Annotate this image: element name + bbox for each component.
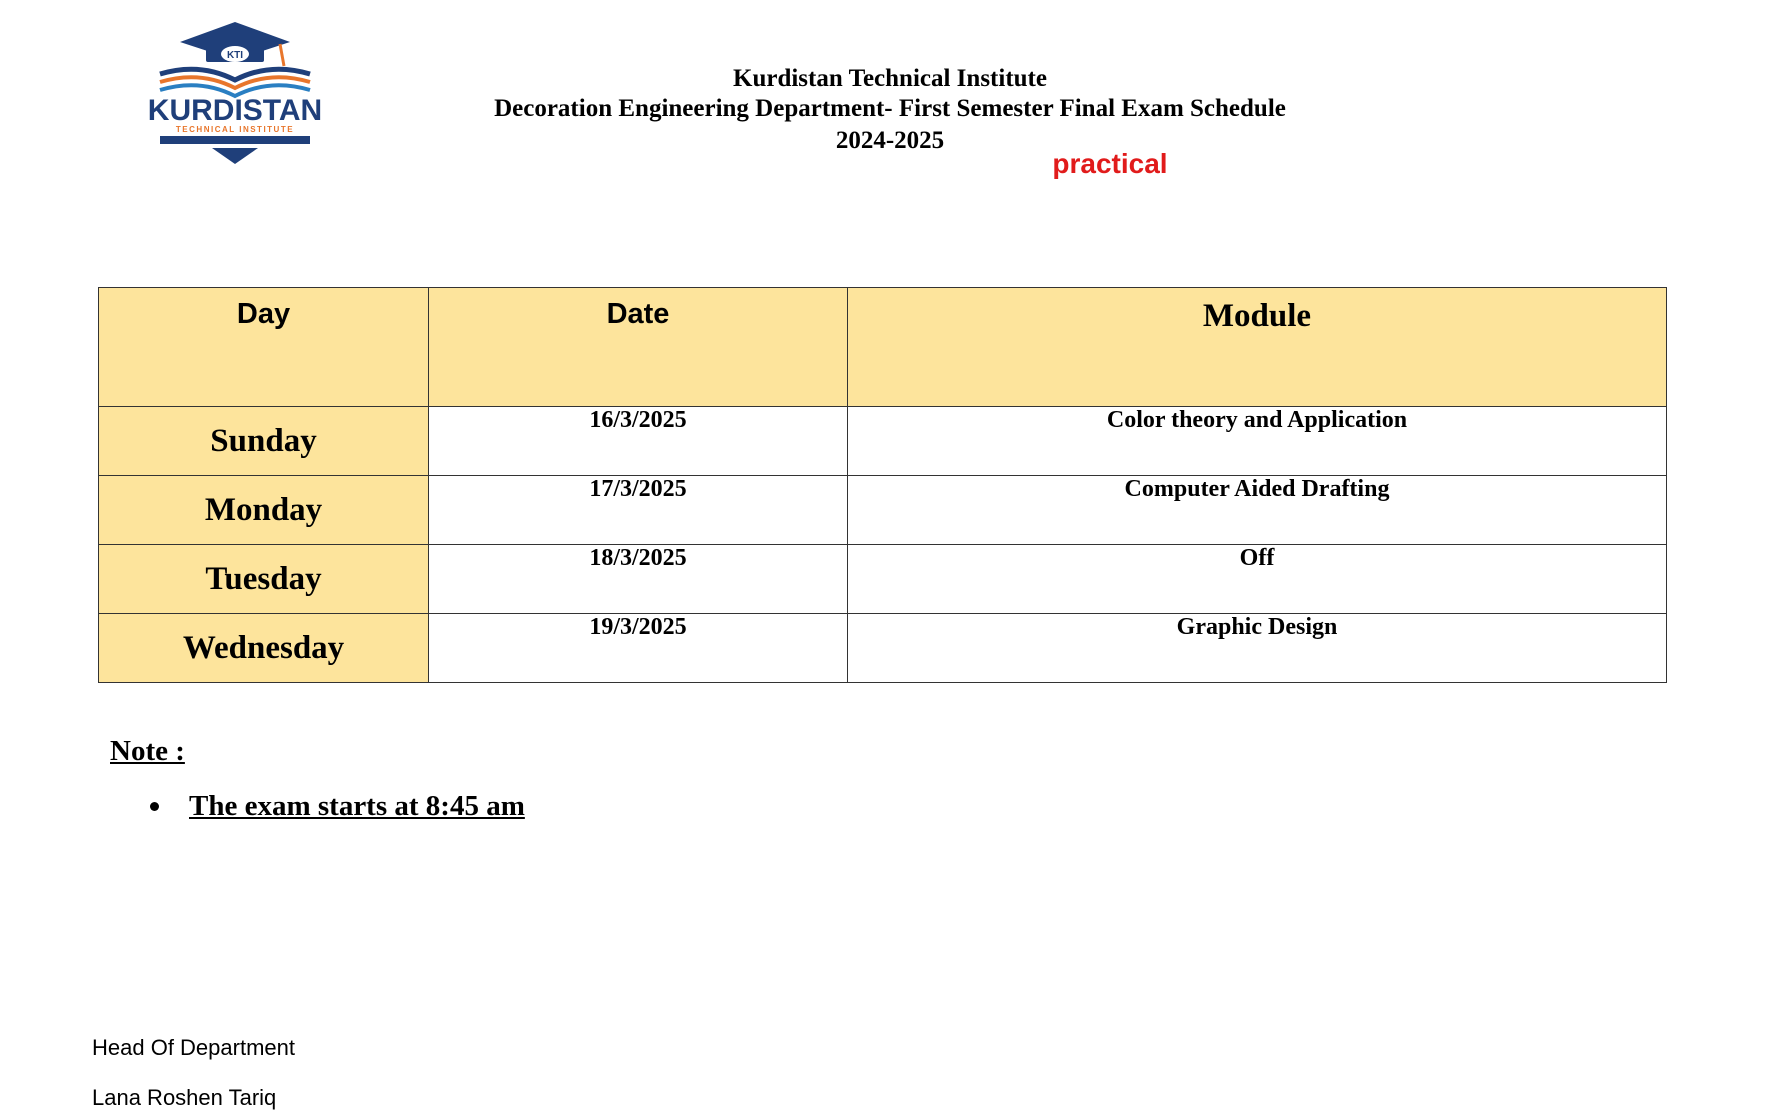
logo-name-text: KURDISTAN (147, 94, 323, 127)
date-cell: 16/3/2025 (429, 407, 848, 476)
document-header (440, 64, 1340, 158)
day-cell: Sunday (99, 407, 429, 476)
table-row (99, 614, 1667, 683)
table-header-row (99, 288, 1667, 407)
institute-logo (140, 18, 330, 168)
bullet-icon (150, 802, 159, 811)
note-heading: Note : (110, 735, 185, 767)
date-cell: 17/3/2025 (429, 476, 848, 545)
logo-cap-tassel (280, 44, 284, 66)
module-cell: Computer Aided Drafting (848, 476, 1667, 545)
signature-name: Lana Roshen Tariq (92, 1085, 277, 1110)
day-cell: Tuesday (99, 545, 429, 614)
date-cell: 18/3/2025 (429, 545, 848, 614)
logo-bottom-shield (212, 148, 258, 164)
module-cell: Off (848, 545, 1667, 614)
academic-year: 2024-2025 (835, 127, 945, 154)
logo-subtitle-text: TECHNICAL INSTITUTE (175, 125, 295, 134)
exam-schedule-table (98, 287, 1667, 683)
table-row (99, 545, 1667, 614)
institute-title: Kurdistan Technical Institute (733, 65, 1047, 92)
note-item-text: The exam starts at 8:45 am (189, 790, 525, 822)
signature-title: Head Of Department (92, 1035, 295, 1060)
table-row (99, 476, 1667, 545)
column-header-module: Module (848, 288, 1667, 407)
module-cell: Color theory and Application (848, 407, 1667, 476)
logo-graphic (140, 18, 330, 168)
table-row (99, 407, 1667, 476)
date-cell: 19/3/2025 (429, 614, 848, 683)
day-cell: Monday (99, 476, 429, 545)
exam-type-label: practical (1052, 148, 1168, 179)
column-header-day: Day (99, 288, 429, 407)
note-item (150, 790, 525, 823)
day-cell: Wednesday (99, 614, 429, 683)
column-header-date: Date (429, 288, 848, 407)
department-title: Decoration Engineering Department- First Semester Final Exam Schedule (494, 95, 1286, 122)
logo-badge-text: KTI (226, 50, 244, 61)
module-cell: Graphic Design (848, 614, 1667, 683)
logo-arabic-script-band (160, 136, 310, 144)
